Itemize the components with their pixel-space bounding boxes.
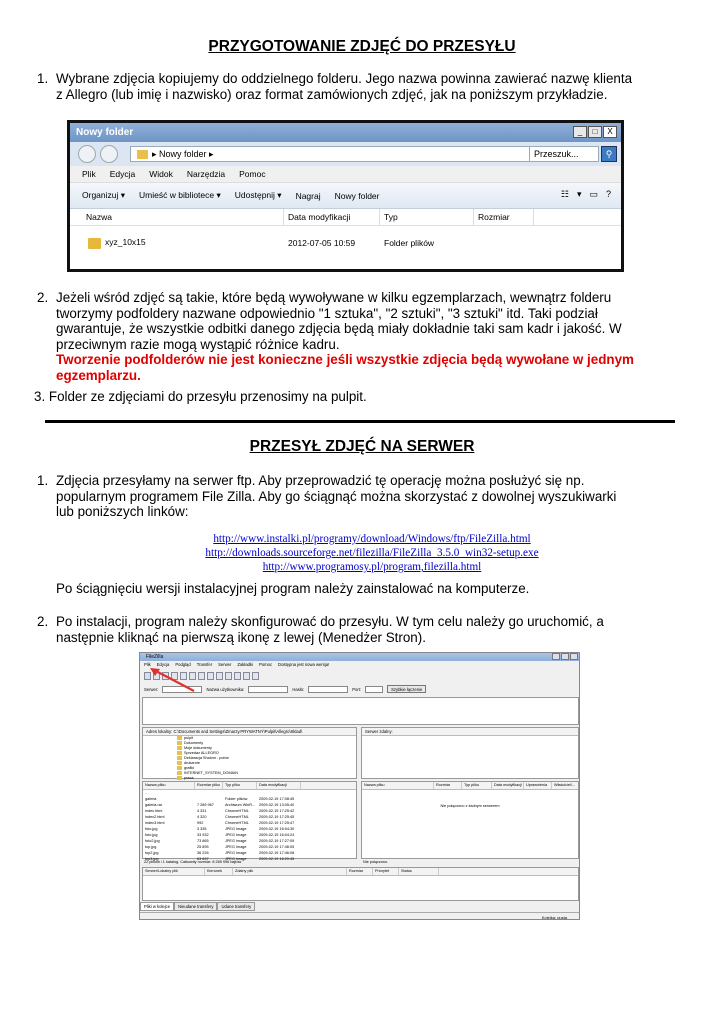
column-header[interactable]: Kierunek bbox=[205, 868, 233, 875]
column-header[interactable]: Właściciel/... bbox=[552, 782, 580, 789]
file-size: 33 932 bbox=[197, 833, 209, 837]
column-header[interactable]: Data modyfikacji bbox=[492, 782, 524, 789]
remote-file-list bbox=[361, 781, 579, 859]
file-size: 25 895 bbox=[197, 845, 209, 849]
menu-item[interactable]: Podgląd bbox=[175, 662, 191, 667]
help-icon[interactable]: ? bbox=[605, 189, 611, 199]
warning-line: Tworzenie podfolderów nie jest konieczne jeśli wszystkie zdjęcia będą wywołane w jednym bbox=[56, 352, 634, 367]
filezilla-titlebar bbox=[140, 653, 579, 661]
explorer-toolbar bbox=[70, 183, 621, 209]
tab-successful[interactable]: Udane transfery bbox=[217, 902, 255, 911]
address-bar-area bbox=[70, 142, 621, 166]
file-type: JPEG Image bbox=[225, 857, 247, 861]
window-controls bbox=[552, 653, 578, 660]
file-name[interactable]: galeria.rar bbox=[145, 803, 163, 807]
minimize-button[interactable] bbox=[552, 653, 560, 660]
column-header[interactable]: Priorytet bbox=[373, 868, 399, 875]
file-type: Archiwum WinR... bbox=[225, 803, 256, 807]
remote-status: Nie połączono. bbox=[363, 860, 389, 864]
filezilla-toolbar bbox=[140, 669, 579, 683]
file-name-cell bbox=[70, 237, 284, 248]
address-text: ▸ Nowy folder ▸ bbox=[152, 149, 214, 159]
menu-item[interactable]: Narzędzia bbox=[186, 169, 226, 179]
new-folder-button[interactable]: Nowy folder bbox=[334, 190, 380, 201]
file-type: JPEG Image bbox=[225, 851, 247, 855]
tree-item[interactable]: praca bbox=[177, 776, 356, 781]
tab-queued[interactable]: Pliki w kolejce bbox=[140, 902, 174, 911]
section2-item1 bbox=[56, 473, 706, 520]
tree-item[interactable]: Dokumenty bbox=[177, 741, 356, 746]
forward-icon[interactable] bbox=[100, 145, 118, 163]
port-label: Port: bbox=[352, 686, 362, 692]
file-date: 2009-02-19 17:46:08 bbox=[259, 851, 295, 855]
pass-label: Hasło: bbox=[292, 686, 305, 692]
folder-icon bbox=[88, 238, 101, 249]
file-name: xyz_10x15 bbox=[105, 237, 146, 248]
file-size: 4 331 bbox=[197, 809, 207, 813]
port-input[interactable] bbox=[365, 686, 383, 693]
file-size: 73 865 bbox=[197, 839, 209, 843]
menu-item[interactable]: Transfer bbox=[196, 662, 213, 667]
column-header[interactable]: Rozmiar bbox=[347, 868, 373, 875]
file-size: 4 320 bbox=[197, 815, 207, 819]
file-size: 36 226 bbox=[197, 851, 209, 855]
download-link[interactable]: http://downloads.sourceforge.net/filezilla/FileZilla_3.5.0_win32-setup.exe bbox=[205, 547, 539, 559]
text-line: tworzymy podfoldery nazwane odpowiednio "1 sztuka", "2 sztuki", "3 sztuki" itd. Taki podział bbox=[56, 305, 598, 321]
toolbar-icon[interactable] bbox=[243, 672, 250, 680]
file-type: JPEG Image bbox=[225, 845, 247, 849]
user-label: Nazwa użytkownika: bbox=[206, 686, 245, 692]
toolbar-icon[interactable] bbox=[225, 672, 232, 680]
file-date: 2009-02-19 16:04:30 bbox=[259, 827, 295, 831]
menu-item[interactable]: Edycja bbox=[156, 662, 170, 667]
item-number: 1. bbox=[37, 71, 49, 86]
divider bbox=[45, 420, 675, 423]
queue-columns bbox=[143, 868, 578, 876]
explorer-title: Nowy folder bbox=[76, 127, 134, 138]
local-site-bar bbox=[143, 728, 356, 736]
tree-item[interactable]: drukarnie bbox=[177, 761, 356, 766]
maximize-button[interactable]: □ bbox=[588, 126, 602, 138]
after-links-text: Po ściągnięciu wersji instalacyjnej program należy zainstalować na komputerze. bbox=[56, 581, 530, 596]
quickconnect-button[interactable]: Szybkie łączenie bbox=[387, 685, 426, 693]
file-name[interactable]: foto2.jpg bbox=[145, 839, 160, 843]
explorer-menubar bbox=[70, 166, 621, 183]
file-type: JPEG Image bbox=[225, 839, 247, 843]
column-header[interactable]: Serwer/Lokalny plik bbox=[143, 868, 205, 875]
file-type: JPEG Image bbox=[225, 833, 247, 837]
tree-item[interactable]: pulpit bbox=[177, 736, 356, 741]
filezilla-window-screenshot bbox=[139, 652, 580, 920]
text-line: Jeżeli wśród zdjęć są takie, które będą wywoływane w kilku egzemplarzach, wewnątrz folderu bbox=[56, 290, 612, 305]
view-icon[interactable]: ☷ bbox=[560, 189, 569, 199]
search-icon[interactable]: ⚲ bbox=[601, 146, 617, 162]
address-field[interactable] bbox=[130, 146, 530, 162]
close-button[interactable]: X bbox=[603, 126, 617, 138]
text-line: popularnym programem File Zilla. Aby go ściągnąć można skorzystać z dowolnej wyszukiwarki bbox=[56, 488, 617, 504]
file-row[interactable] bbox=[70, 232, 621, 254]
search-input[interactable]: Przeszuk... bbox=[529, 146, 599, 162]
local-status: 22 plików i 1 katalog. Całkowity rozmiar: 8 265 996 bajtów bbox=[144, 860, 242, 864]
local-site-label: Adres lokalny: bbox=[146, 729, 173, 734]
file-name[interactable]: .. bbox=[145, 791, 148, 795]
tree-item[interactable]: grafiki bbox=[177, 766, 356, 771]
toolbar-icon[interactable] bbox=[252, 672, 259, 680]
file-date: 2009-02-19 17:46:05 bbox=[259, 845, 295, 849]
file-date: 2009-02-19 17:25:42 bbox=[259, 809, 295, 813]
column-header[interactable]: Data modyfikacji bbox=[257, 782, 301, 789]
user-input[interactable] bbox=[248, 686, 288, 693]
file-date: 2012-07-05 10:59 bbox=[288, 238, 356, 248]
include-in-library-button[interactable]: Umieść w bibliotece ▾ bbox=[139, 190, 221, 200]
toolbar-icon[interactable] bbox=[216, 672, 223, 680]
file-size: 7 289 967 bbox=[197, 803, 214, 807]
tree-item[interactable]: Deklaracja Shalom - pobór bbox=[177, 756, 356, 761]
local-columns bbox=[143, 782, 356, 790]
file-size: 3 335 bbox=[197, 827, 207, 831]
text-line: lub poniższych linków: bbox=[56, 504, 189, 519]
toolbar-icon[interactable] bbox=[198, 672, 205, 680]
menu-item[interactable]: Serwer bbox=[218, 662, 232, 667]
queue-tabs bbox=[140, 902, 255, 911]
text-line: z Allegro (lub imię i nazwisko) oraz format zamówionych zdjęć, jak na poniższym przykładzie. bbox=[56, 86, 608, 102]
local-tree-pane bbox=[142, 727, 357, 779]
section2-title: PRZESYŁ ZDJĘĆ NA SERWER bbox=[249, 438, 475, 455]
minimize-button[interactable]: _ bbox=[573, 126, 587, 138]
section1-title: PRZYGOTOWANIE ZDJĘĆ DO PRZESYŁU bbox=[208, 38, 516, 55]
file-type: Folder plików bbox=[225, 797, 248, 801]
file-name[interactable]: top.jpg bbox=[145, 845, 157, 849]
column-header[interactable]: Status bbox=[399, 868, 439, 875]
download-link[interactable]: http://www.instalki.pl/programy/download/Windows/ftp/FileZilla.html bbox=[213, 533, 531, 545]
file-date: 2009-02-19 17:08:45 bbox=[259, 797, 295, 801]
column-header[interactable]: Zdalny plik bbox=[233, 868, 347, 875]
text-line: Po instalacji, program należy skonfigurować do przesyłu. W tym celu należy go uruchomić, a bbox=[56, 614, 604, 629]
menu-item[interactable]: Pomoc bbox=[259, 662, 273, 667]
file-name[interactable]: foto.jpg bbox=[145, 833, 158, 837]
local-tree bbox=[143, 736, 356, 781]
toolbar-icon[interactable] bbox=[207, 672, 214, 680]
window-controls bbox=[573, 126, 617, 138]
column-size[interactable]: Rozmiar bbox=[474, 209, 534, 226]
menu-item[interactable]: Plik bbox=[82, 169, 96, 179]
share-button[interactable]: Udostępnij ▾ bbox=[234, 190, 282, 200]
file-rows bbox=[143, 790, 356, 862]
tree-item[interactable]: Sprzedaz ALLEGRO bbox=[177, 751, 356, 756]
file-name[interactable]: galeria bbox=[145, 797, 157, 801]
host-label: Serwer: bbox=[144, 686, 159, 692]
file-type: ChromeHTML bbox=[225, 821, 249, 825]
file-size: 992 bbox=[197, 821, 204, 825]
column-type[interactable]: Typ bbox=[380, 209, 474, 226]
file-name[interactable]: index3.html bbox=[145, 821, 165, 825]
close-button[interactable] bbox=[570, 653, 578, 660]
remote-message: Nie połączono z żadnym serwerem bbox=[440, 804, 500, 808]
text-line: Zdjęcia przesyłamy na serwer ftp. Aby przeprowadzić tę operację można posłużyć się np. bbox=[56, 473, 585, 488]
file-type: Folder plików bbox=[384, 238, 435, 248]
tree-item[interactable]: INTERNET_SYSTEM_DOMAIN bbox=[177, 771, 356, 776]
file-name[interactable]: index2.html bbox=[145, 815, 165, 819]
view-controls bbox=[561, 189, 611, 200]
download-link[interactable]: http://www.programosy.pl/program,filezilla.html bbox=[262, 561, 482, 573]
section1-item1 bbox=[56, 71, 696, 102]
file-date: 2009-02-19 16:20:45 bbox=[259, 857, 295, 861]
status-bar: Kolejka: pusta bbox=[140, 912, 580, 920]
item-number: 1. bbox=[37, 473, 49, 488]
filezilla-title: FileZilla bbox=[146, 654, 164, 660]
menu-item[interactable]: Dostępna jest nowa wersja! bbox=[278, 662, 330, 667]
menu-item[interactable]: Edycja bbox=[109, 169, 136, 179]
file-date: 2009-02-19 17:27:09 bbox=[259, 839, 295, 843]
file-type: JPEG Image bbox=[225, 827, 247, 831]
file-date: 2009-02-19 17:25:45 bbox=[259, 815, 295, 819]
file-name[interactable]: top2.jpg bbox=[145, 851, 159, 855]
remote-columns bbox=[362, 782, 578, 790]
tab-failed[interactable]: Nieudane transfery bbox=[174, 902, 217, 911]
quickconnect-bar bbox=[140, 683, 579, 695]
local-file-list bbox=[142, 781, 357, 859]
back-icon[interactable] bbox=[78, 145, 96, 163]
remote-tree-pane bbox=[361, 727, 579, 779]
section1-item2 bbox=[56, 290, 706, 383]
column-header[interactable]: Typ pliku bbox=[462, 782, 492, 789]
local-path[interactable]: C:\Documents and Settings\Zmarzy.PRYWATNY\Pulpit\Allegro\Sklad\ bbox=[173, 729, 303, 734]
column-header[interactable]: Rozmiar bbox=[434, 782, 462, 789]
burn-button[interactable]: Nagraj bbox=[295, 190, 321, 201]
maximize-button[interactable] bbox=[561, 653, 569, 660]
toolbar-icon[interactable] bbox=[234, 672, 241, 680]
item-number: 2. bbox=[37, 614, 49, 629]
text-line: Wybrane zdjęcia kopiujemy do oddzielnego folderu. Jego nazwa powinna zawierać nazwę klienta bbox=[56, 71, 633, 86]
message-log bbox=[142, 697, 579, 725]
column-header[interactable]: Nazwa pliku bbox=[143, 782, 195, 789]
file-name[interactable]: index.html bbox=[145, 809, 163, 813]
file-type: ChromeHTML bbox=[225, 809, 249, 813]
item-number: 2. bbox=[37, 290, 49, 305]
file-date: 2009-02-19 16:04:24 bbox=[259, 833, 295, 837]
organize-button[interactable]: Organizuj ▾ bbox=[82, 190, 126, 200]
column-header[interactable]: Nazwa pliku bbox=[362, 782, 434, 789]
column-date[interactable]: Data modyfikacji bbox=[284, 209, 380, 226]
column-headers bbox=[70, 209, 621, 226]
chevron-down-icon[interactable]: ▾ bbox=[576, 189, 582, 199]
transfer-queue bbox=[142, 867, 579, 901]
pass-input[interactable] bbox=[308, 686, 348, 693]
column-header[interactable]: Typ pliku bbox=[223, 782, 257, 789]
file-date: 2009-02-19 13:05:40 bbox=[259, 803, 295, 807]
file-date: 2009-02-19 17:25:47 bbox=[259, 821, 295, 825]
warning-line: egzemplarzu. bbox=[56, 367, 141, 383]
file-type: ChromeHTML bbox=[225, 815, 249, 819]
menu-item[interactable]: Plik bbox=[144, 662, 151, 667]
text-line: gwarantuje, że wszystkie odbitki danego zdjęcia będą miały dokładnie taki sam kadr i jakość. W bbox=[56, 321, 622, 336]
menu-item[interactable]: Zakładki bbox=[237, 662, 253, 667]
column-header[interactable]: Rozmiar pliku bbox=[195, 782, 223, 789]
text-line: następnie kliknąć na pierwszą ikonę z lewej (Menedżer Stron). bbox=[56, 629, 426, 645]
folder-icon bbox=[137, 150, 148, 159]
file-name[interactable]: top3.jpg bbox=[145, 857, 159, 861]
file-size: 63 637 bbox=[197, 857, 209, 861]
column-header[interactable]: Uprawnienia bbox=[524, 782, 552, 789]
preview-pane-icon[interactable]: ▭ bbox=[589, 189, 598, 199]
menu-item[interactable]: Pomoc bbox=[239, 169, 266, 179]
filezilla-menubar bbox=[140, 661, 579, 669]
column-name[interactable]: Nazwa bbox=[70, 209, 284, 226]
section1-item3: 3. Folder ze zdjęciami do przesyłu przenosimy na pulpit. bbox=[34, 389, 367, 404]
text-line: przeciwnym razie mogą wystąpić różnice kadru. bbox=[56, 336, 340, 352]
red-arrow-icon bbox=[146, 664, 198, 694]
remote-site-bar: Serwer zdalny: bbox=[362, 728, 578, 736]
explorer-window-screenshot bbox=[67, 120, 624, 272]
explorer-titlebar bbox=[70, 123, 621, 142]
tree-item[interactable]: Moje dokumenty bbox=[177, 746, 356, 751]
file-name[interactable]: foto.jpg bbox=[145, 827, 158, 831]
menu-item[interactable]: Widok bbox=[149, 169, 173, 179]
section2-item2 bbox=[56, 614, 706, 645]
